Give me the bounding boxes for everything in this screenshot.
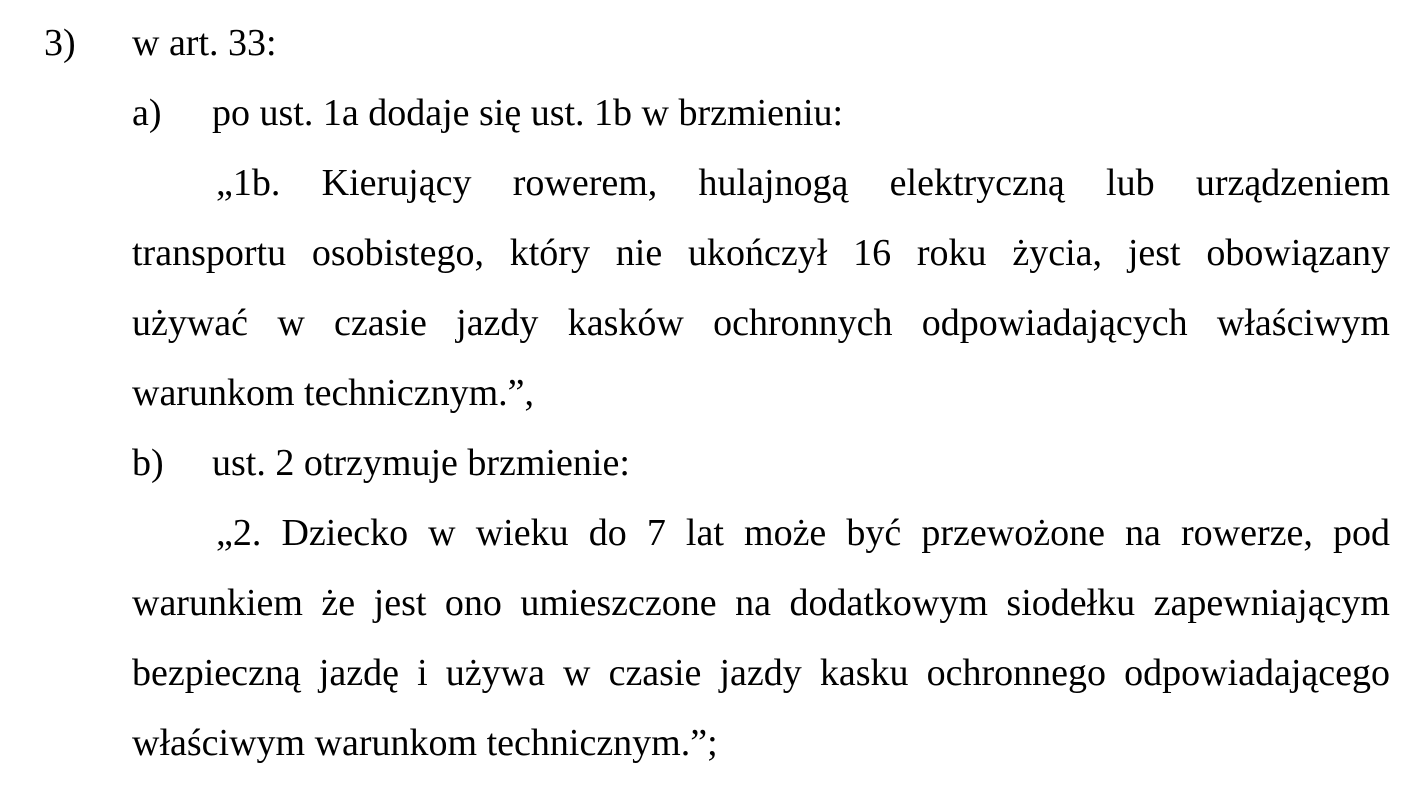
quote-2-line-2: warunkiem że jest ono umieszczone na dodatkowym siodełku zapewniającym bbox=[132, 582, 1390, 624]
point-a-text: po ust. 1a dodaje się ust. 1b w brzmieniu: bbox=[212, 92, 844, 134]
quote-1b-line-2: transportu osobistego, który nie ukończył 16 roku życia, jest obowiązany bbox=[132, 232, 1390, 274]
item-text: w art. 33: bbox=[132, 22, 277, 64]
quote-2-line-4: właściwym warunkom technicznym.”; bbox=[132, 722, 718, 764]
point-b-text: ust. 2 otrzymuje brzmienie: bbox=[212, 442, 630, 484]
quote-2-line-3: bezpieczną jazdę i używa w czasie jazdy kasku ochronnego odpowiadającego bbox=[132, 652, 1390, 694]
point-b-letter: b) bbox=[132, 442, 164, 484]
quote-1b-line-3: używać w czasie jazdy kasków ochronnych odpowiadających właściwym bbox=[132, 302, 1390, 344]
quote-1b-line-4: warunkom technicznym.”, bbox=[132, 372, 535, 414]
quote-1b-line-1: „1b. Kierujący rowerem, hulajnogą elektryczną lub urządzeniem bbox=[216, 162, 1390, 204]
point-a-letter: a) bbox=[132, 92, 162, 134]
item-number: 3) bbox=[44, 22, 76, 64]
quote-2-line-1: „2. Dziecko w wieku do 7 lat może być przewożone na rowerze, pod bbox=[216, 512, 1390, 554]
